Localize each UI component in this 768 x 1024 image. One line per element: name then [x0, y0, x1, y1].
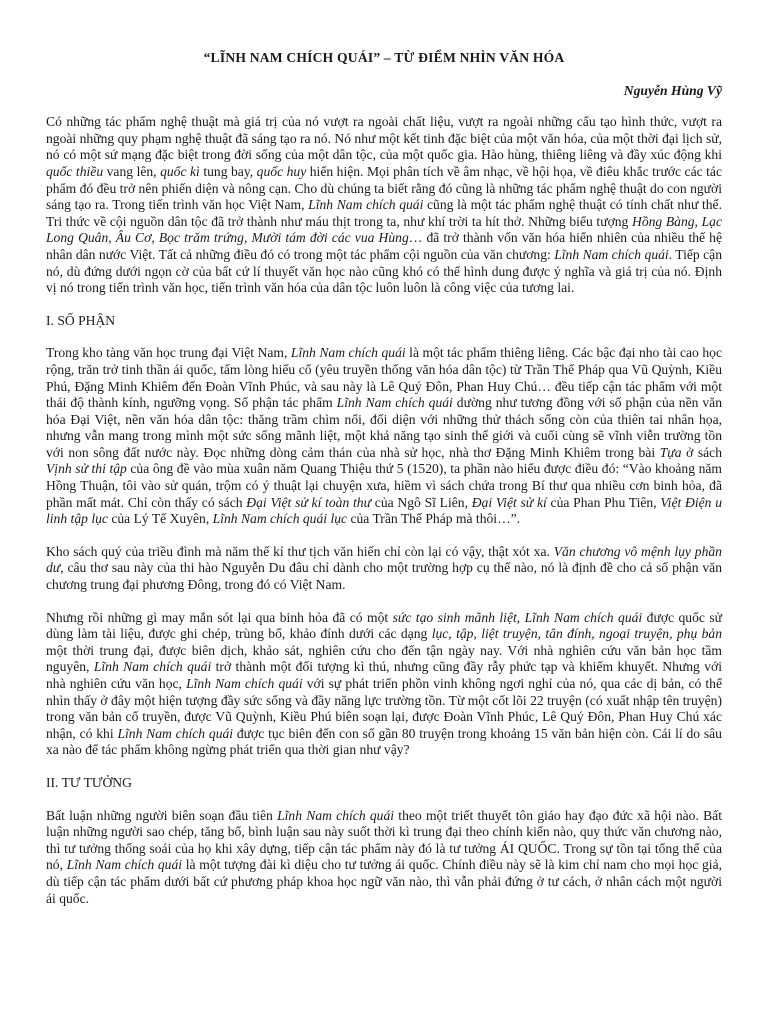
text-run: ở sách: [681, 444, 723, 460]
text-run: Bất luận những người biên soạn đầu tiên: [46, 807, 278, 823]
section-heading: I. SỐ PHẬN: [46, 312, 116, 328]
text-run: của Lý Tế Xuyên,: [107, 511, 213, 527]
text-run: trở thành một đối tượng kì thú, nhưng cũng đầy rẫy phức tạp và khiếm khuyết. Nhưng với nhà nghiên cứu văn học,: [46, 659, 722, 691]
text-run: theo một triết thuyết tôn giáo hay đạo đức xã hội nào. Bất luận những người sao chép, tăng bổ, bình luận sau này suốt thời kì trung đại theo chính kiến nào, quy thức văn chương nào, thì tư tưởng thống soái của họ khi xây dựng, tiếp cận tác phẩm này đó là tư tưởng ÁI QUỐC. Trong sự tồn tại tổng thể của nó,: [46, 807, 722, 873]
text-run: … đã trở thành vốn văn hóa hiển nhiên của nhiều thế hệ nhân dân nước Việt. Tất cả những điều đó có trong một tác phẩm cội nguồn của văn chương:: [46, 230, 723, 262]
italic-text: quốc thiều: [46, 163, 104, 179]
italic-text: Lĩnh Nam chích quái: [308, 197, 424, 213]
text-run: Trong kho tàng văn học trung đại Việt Nam,: [46, 345, 291, 361]
italic-text: Hồng Bàng, Lạc Long Quân, Âu Cơ, Bọc trăm trứng, Mười tám đời các vua Hùng: [46, 213, 722, 246]
paragraph: [46, 610, 722, 759]
italic-text: Lĩnh Nam chích quái: [186, 676, 303, 691]
text-run: cũng là một tác phẩm nghệ thuật có tính chất như thế. Tri thức về cội nguồn dân tộc đã trở thành như máu thịt trong ta, như khí trời ta hít thở. Những biểu tượng: [46, 197, 722, 229]
italic-text: Tựa: [659, 444, 682, 460]
text-run: ,: [516, 609, 525, 625]
section-heading: II. TƯ TƯỞNG: [46, 774, 132, 790]
text-run: dường như tương đồng với số phận của nền văn hóa Đại Việt, nền văn hóa dân tộc: thăng trầm chìm nổi, đối diện với những thử thách sống còn của thiên tai nhân họa, nhưng vẫn mang trong mình một sức sống mãnh liệt, một khả năng tạo sinh thế giới và cuối cùng sẽ vĩnh viễn trường tồn với non sông đất nước này. Đọc những dòng cảm thán của nhà sử học, nhà thơ Đặng Minh Khiêm trong bài: [46, 395, 723, 460]
italic-text: lục, tập, liệt truyện, tân đính, ngoại truyện, phụ bản: [431, 626, 722, 642]
italic-text: Văn chương vô mệnh lụy phần dư: [46, 543, 722, 576]
italic-text: Lĩnh Nam chích quái: [336, 395, 453, 411]
italic-text: Lĩnh Nam chích quái: [554, 246, 669, 262]
italic-text: Lĩnh Nam chích quái: [524, 609, 643, 625]
text-run: là một tác phẩm thiêng liêng. Các bậc đại nho tài cao học rộng, trăn trở tinh thần ái quốc, tấm lòng hiếu cổ (yêu truyền thống văn hóa dân tộc) từ Trần Thế Pháp qua Vũ Quỳnh, Kiều Phú, Đặng Minh Khiêm đến Đoàn Vĩnh Phúc, và sau này là Lê Quý Đôn, Phan Huy Chú… đều tiếp cận tác phẩm với một thái độ thành kính, ngưỡng vọng. Số phận tác phẩm: [46, 345, 722, 411]
paragraph: [46, 808, 722, 908]
text-run: tung bay,: [199, 163, 257, 179]
italic-text: quốc kì: [160, 163, 200, 179]
text-run: vang lên,: [103, 163, 161, 179]
italic-text: Đại Việt sử kí: [471, 494, 547, 510]
italic-text: Đại Việt sử kí toàn thư: [246, 494, 372, 510]
paragraph: [46, 544, 722, 594]
text-run: của Phan Phu Tiên,: [546, 494, 661, 510]
text-run: hiển hiện. Mọi phân tích về âm nhạc, về hội họa, về điêu khắc trước các tác phẩm đó đều trở nên phiến diện và nông cạn. Cho dù chúng ta biết rằng đó cũng là những tác phẩm nghệ thuật do con người sáng tạo ra. Trong tiến trình văn học Việt Nam,: [46, 163, 722, 213]
text-run: . Tiếp cận nó, dù đứng dưới ngọn cờ của bất cứ lí thuyết văn học nào cũng khó có thể hình dung được ý nghĩa và giá trị của nó. Định vị nó trong tiến trình văn học, tiến trình văn hóa của dân tộc luôn luôn là công việc của tương lai.: [46, 246, 722, 296]
text-run: Nhưng rồi những gì may mắn sót lại qua binh hỏa đã có một: [46, 609, 393, 625]
italic-text: Việt Điện u linh tập lục: [46, 494, 722, 527]
text-run: Kho sách quý của triều đình mà năm thế kỉ thư tịch văn hiến chỉ còn lại có vậy, thật xót xa.: [46, 543, 554, 559]
italic-text: quốc huy: [256, 163, 307, 179]
text-run: , câu thơ sau này của thi hào Nguyễn Du đâu chỉ dành cho một trường hợp cụ thể nào, nó là định đề cho cả số phận văn chương trung đại phương Đông, trong đó có Việt Nam.: [46, 560, 722, 593]
italic-text: Lĩnh Nam chích quái: [290, 345, 406, 361]
italic-text: Vịnh sử thi tập: [46, 461, 127, 477]
text-run: là một tượng đài kì diệu cho tư tưởng ái quốc. Chính điều này sẽ là kim chỉ nam cho mọi học giả, dù tiếp cận tác phẩm dưới bất cứ phương pháp khoa học ngữ văn nào, thì vẫn phải đứng ở tư cách, ở nhân cách một người ái quốc.: [46, 857, 723, 906]
text-run: được quốc sử dùng làm tài liệu, được ghi chép, trùng bổ, khảo đính dưới các dạng: [46, 609, 723, 642]
italic-text: Lĩnh Nam chích quái lục: [212, 511, 348, 527]
paragraph: [46, 114, 722, 297]
text-run: của ông đề vào mùa xuân năm Quang Thiệu thứ 5 (1520), ta phần nào hiểu được điều đó: “Vào khoảng năm Hồng Thuận, tôi vào sử quán, trộm có ý thuật lại chuyện xưa, hiềm vì sách chứa trong Bí thư qua nhiều cơn binh hỏa, đã phần mất mát. Chỉ còn thấy có sách: [46, 461, 722, 510]
italic-text: Lĩnh Nam chích quái: [66, 857, 183, 873]
text-run: của Ngô Sĩ Liên,: [371, 494, 472, 510]
italic-text: Lĩnh Nam chích quái: [117, 725, 234, 741]
italic-text: sức tạo sinh mãnh liệt: [392, 609, 517, 625]
italic-text: Lĩnh Nam chích quái: [277, 807, 395, 823]
text-run: Có những tác phẩm nghệ thuật mà giá trị của nó vượt ra ngoài chất liệu, vượt ra ngoài những cấu tạo hình thức, vượt ra ngoài những quy phạm nghệ thuật đã sáng tạo ra nó. Nó như một kết tinh đặc biệt của một văn hóa, của một thời đại lịch sử, nó có một sứ mạng đặc biệt trong đời sống của một dân tộc, của một quốc gia. Hào hùng, thiêng liêng và đầy xúc động khi: [46, 114, 722, 163]
document-body: [46, 114, 722, 907]
document-title: “LĨNH NAM CHÍCH QUÁI” – TỪ ĐIỂM NHÌN VĂN HÓA: [203, 50, 565, 65]
author-name: Nguyễn Hùng Vỹ: [623, 82, 722, 98]
text-run: của Trần Thế Pháp mà thôi…”.: [347, 511, 521, 527]
text-run: được tục biên đến con số gần 80 truyện trong khoảng 15 văn bản hiện còn. Cái lí do sâu xa nào để tác phẩm không ngừng phát triển qua thời gian như vậy?: [46, 725, 722, 758]
text-run: với sự phát triển phồn vinh không ngơi nghỉ của nó, qua các dị bản, có thể nhìn thấy ở đây một hiện tượng đầy sức sống và đầy năng lực trường tồn. Từ một cốt lõi 22 truyện (có xuất nhập tên truyện) trong văn bản cổ truyền, được Vũ Quỳnh, Kiều Phú biên soạn lại, được Đoàn Vĩnh Phúc, Lê Quý Đôn, Phan Huy Chú xác nhận, có khi: [46, 676, 722, 741]
text-run: một thời trung đại, được biên dịch, khảo sát, nghiên cứu cho đến tận ngày nay. Với nhà nghiên cứu văn bản học tầm nguyên,: [46, 642, 722, 675]
paragraph: [46, 345, 722, 528]
italic-text: Lĩnh Nam chích quái: [93, 659, 212, 675]
